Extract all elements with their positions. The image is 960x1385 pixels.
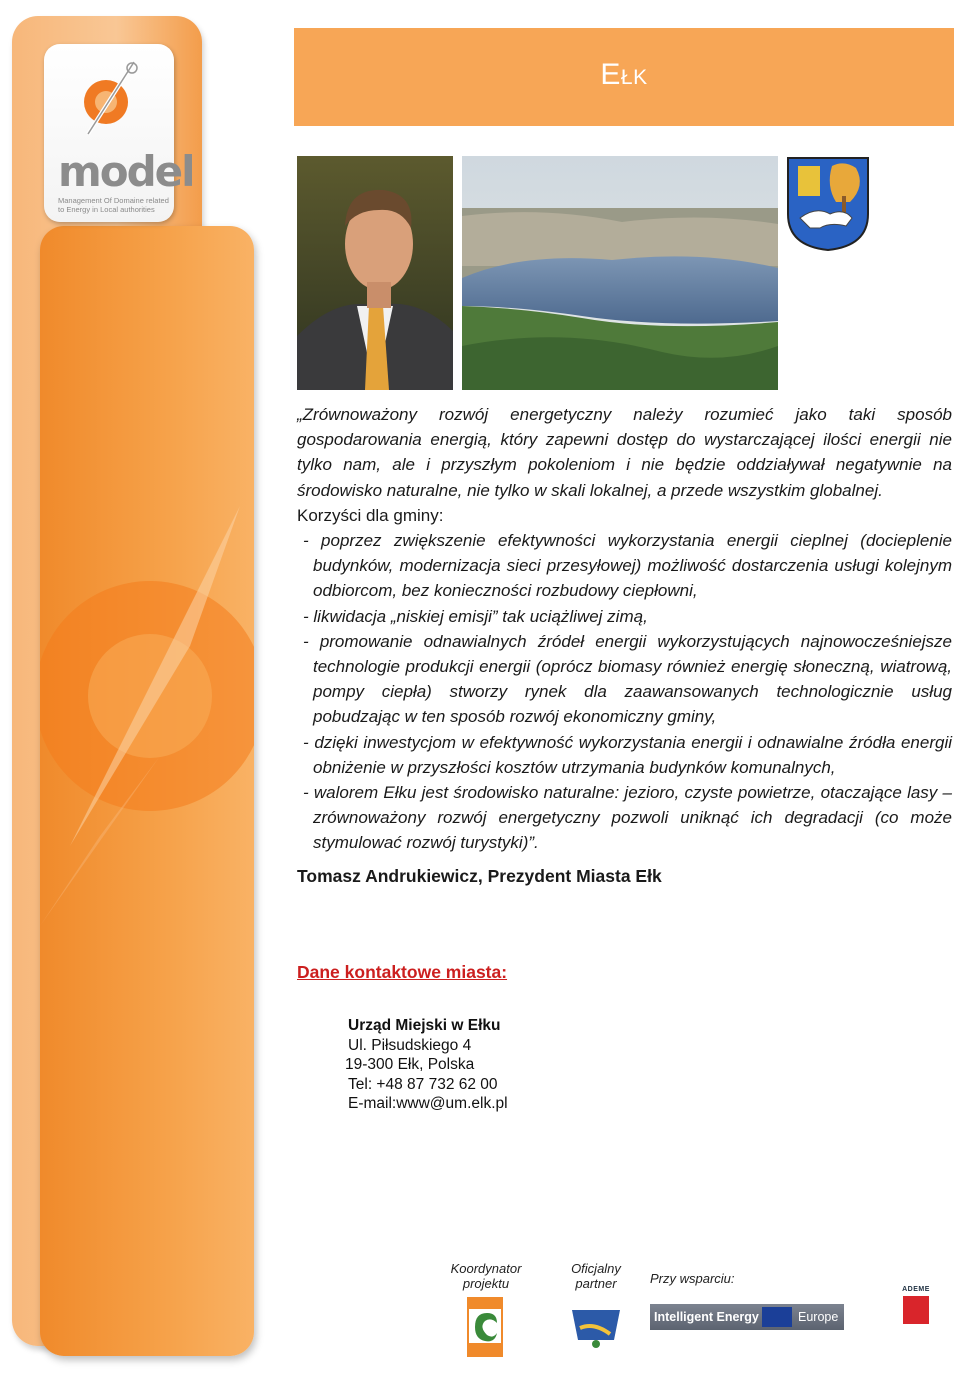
sidebar xyxy=(0,0,270,1385)
list-item: - walorem Ełku jest środowisko naturalne: jezioro, czyste powietrze, otaczające lasy – zrównoważony rozwój energetyczny pozwoli uniknąć ich degradacji (co może stymulować rozwój turystyki)”. xyxy=(303,783,952,853)
ademe-logo xyxy=(898,1286,934,1328)
benefits-title: Korzyści dla gminy: xyxy=(297,505,444,525)
logo-word: model xyxy=(58,147,194,196)
header-banner xyxy=(294,28,954,126)
main-text xyxy=(297,402,952,889)
eu-flag-icon xyxy=(762,1307,792,1327)
city-aerial-photo xyxy=(462,156,778,390)
benefits-list xyxy=(297,528,952,856)
quote-signature: Tomasz Andrukiewicz, Prezydent Miasta Ełk xyxy=(297,865,662,886)
contact-heading: Dane kontaktowe miasta: xyxy=(297,962,508,982)
list-item: - poprzez zwiększenie efektywności wykorzystania energii cieplnej (docieplenie budynków, modernizacja sieci przesyłowej) możliwość dostarczenia usługi kolejnym odbiorcom, bez konieczności rozbudowy ciepłowni, xyxy=(303,531,952,601)
intelligent-energy-europe-logo xyxy=(650,1304,844,1330)
official-partner-logo xyxy=(570,1300,622,1352)
contact-office: Urząd Miejski w Ełku xyxy=(348,1017,501,1034)
iee-right-text: Europe xyxy=(798,1310,839,1324)
contact-street: Ul. Piłsudskiego 4 xyxy=(348,1036,472,1054)
list-item: - likwidacja „niskiej emisji” tak uciążliwej zimą, xyxy=(303,606,648,626)
contact-details xyxy=(345,1016,508,1114)
sidebar-dark-panel xyxy=(40,226,254,1356)
partner-label: Oficjalny partner xyxy=(571,1261,621,1291)
logo-tagline: Management Of Domaine related to Energy in Local authorities xyxy=(58,196,169,214)
list-item: - promowanie odnawialnych źródeł energii wykorzystujących najnowocześniejsze technologie produkcji energii (oprócz biomasy również energię słoneczną, wiatrową, pompy ciepła) stworzy rynek dla zaawansowanych technologicznie usług pobudzając w ten sposób rozwój ekonomiczny gminy, xyxy=(303,631,952,727)
ademe-text: ADEME xyxy=(902,1286,930,1293)
ademe-mark-icon xyxy=(903,1296,929,1324)
compass-watermark-icon xyxy=(40,226,254,1356)
compass-logo-icon xyxy=(78,54,142,150)
contact-city: 19-300 Ełk, Polska xyxy=(345,1056,475,1073)
energie-cites-icon xyxy=(467,1297,503,1357)
coat-of-arms-icon xyxy=(786,156,870,252)
mayor-photo xyxy=(297,156,453,390)
energie-cites-logo xyxy=(467,1297,503,1357)
list-item: - dzięki inwestycjom w efektywność wykorzystania energii i odnawialne źródła energii obniżenie w przyszłości kosztów utrzymania budynków komunalnych, xyxy=(303,732,952,777)
coordinator-label: Koordynator projektu xyxy=(450,1261,522,1291)
mayor-quote: „Zrównoważony rozwój energetyczny należy rozumieć jako taki sposób gospodarowania energią, który zapewni dostęp do wystarczającej ilości energii nie tylko nam, ale i przyszłym pokoleniom i nie będzie oddziaływał negatywnie na środowisko naturalne, nie tylko w skali lokalnej, a przede wszystkim globalnej. xyxy=(297,405,952,500)
page-title: Ełk xyxy=(600,58,648,91)
partner-map-icon xyxy=(570,1300,622,1352)
portrait-image xyxy=(297,156,453,390)
model-logo xyxy=(44,44,194,222)
lake-landscape-image xyxy=(462,156,778,390)
contact-email[interactable]: E-mail:www@um.elk.pl xyxy=(348,1095,508,1112)
iee-left-text: Intelligent Energy xyxy=(654,1310,759,1324)
contact-phone: Tel: +48 87 732 62 00 xyxy=(348,1075,498,1093)
support-label: Przy wsparciu: xyxy=(650,1271,735,1286)
